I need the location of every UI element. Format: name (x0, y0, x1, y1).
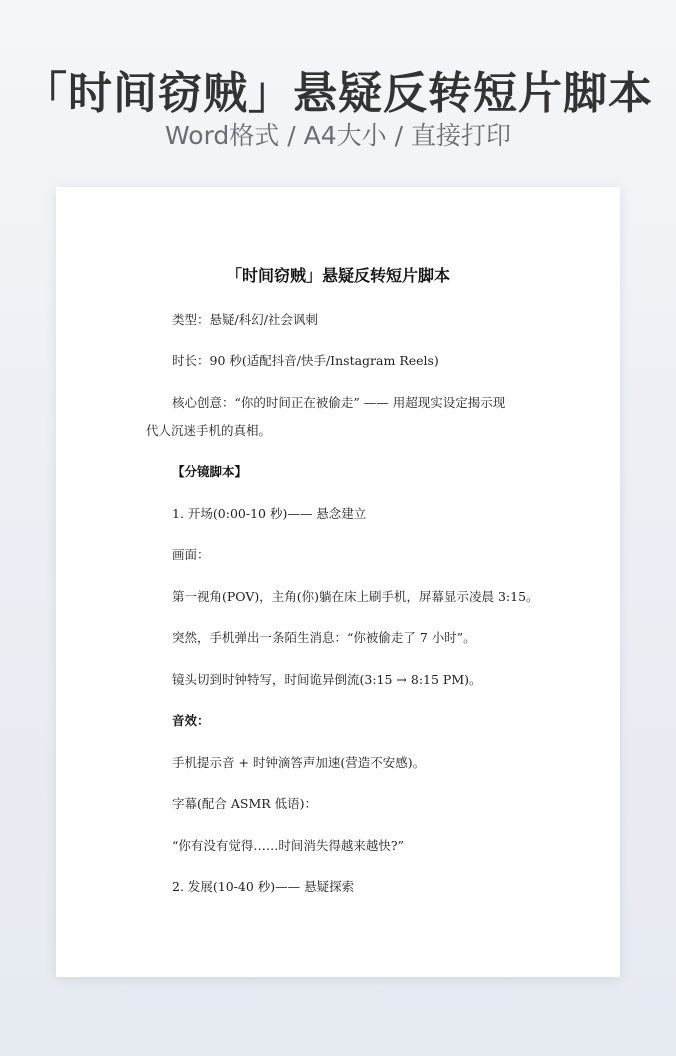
core-idea-line: 核心创意：“你的时间正在被偷走” —— 用超现实设定揭示现 (172, 395, 506, 410)
sound-line: 手机提示音 + 时钟滴答声加速(营造不安感)。 (172, 755, 426, 770)
banner-title: 「时间窃贼」悬疑反转短片脚本 (23, 68, 653, 119)
visuals-label: 画面： (172, 547, 210, 562)
visual-line-2: 突然，手机弹出一条陌生消息：“你被偷走了 7 小时”。 (172, 630, 476, 645)
visual-line-1: 第一视角(POV)，主角(你)躺在床上刷手机，屏幕显示凌晨 3:15。 (172, 589, 539, 604)
banner-subtitle: Word格式 / A4大小 / 直接打印 (165, 121, 511, 150)
sound-label: 音效： (172, 713, 210, 728)
section-heading-storyboard: 【分镜脚本】 (172, 464, 248, 479)
genre-line: 类型：悬疑/科幻/社会讽刺 (172, 312, 318, 327)
visual-line-3: 镜头切到时钟特写，时间诡异倒流(3:15 → 8:15 PM)。 (172, 672, 482, 687)
document-title: 「时间窃贼」悬疑反转短片脚本 (225, 266, 450, 285)
duration-line: 时长：90 秒(适配抖音/快手/Instagram Reels) (172, 353, 439, 368)
subtitle-label: 字幕(配合 ASMR 低语)： (172, 796, 318, 811)
core-idea-line-continued: 代人沉迷手机的真相。 (146, 423, 272, 438)
subtitle-line: “你有没有觉得……时间消失得越来越快?” (172, 838, 404, 853)
scene-2-heading: 2. 发展(10-40 秒)—— 悬疑探索 (172, 879, 355, 894)
scene-1-heading: 1. 开场(0:00-10 秒)—— 悬念建立 (172, 506, 367, 521)
document-page (56, 187, 620, 977)
